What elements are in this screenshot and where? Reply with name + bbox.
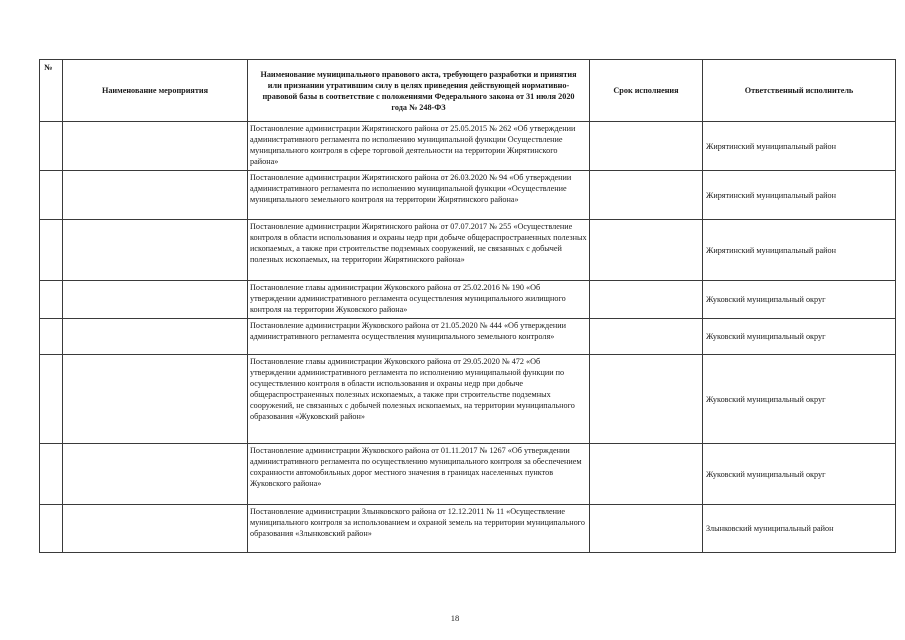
row-number-cell xyxy=(40,505,63,553)
row-responsible-cell: Жуковский муниципальный округ xyxy=(703,319,896,355)
page-number: 18 xyxy=(450,613,460,623)
header-event: Наименование мероприятия xyxy=(63,60,248,122)
measures-table xyxy=(39,59,896,553)
row-act-cell: Постановление администрации Жирятинского района от 25.05.2015 № 262 «Об утверждении административного регламента по исполнению муниципальной функции Осуществление муниципального контроля в сфере торговой деятельности на территории Жирятинского района» xyxy=(248,122,590,171)
row-number-cell xyxy=(40,319,63,355)
row-act-cell: Постановление главы администрации Жуковского района от 25.02.2016 № 190 «Об утверждении административного регламента осуществления муниципального жилищного контроля на территории Жуковского района» xyxy=(248,281,590,319)
row-act-cell: Постановление администрации Жуковского района от 01.11.2017 № 1267 «Об утверждении административного регламента по осуществлению муниципального контроля за обеспечением сохранности автомобильных дорог местного значения в границах населенных пунктов Жуковского района» xyxy=(248,444,590,505)
row-number-cell xyxy=(40,171,63,220)
header-act: Наименование муниципального правового акта, требующего разработки и принятия или признании утратившим силу в целях приведения действующей нормативно-правовой базы в соответствие с положениями Федерального закона от 31 июля 2020 года № 248-ФЗ xyxy=(248,60,590,122)
row-term-cell xyxy=(590,355,703,444)
row-event-cell xyxy=(63,281,248,319)
row-number-cell xyxy=(40,281,63,319)
row-act-cell: Постановление главы администрации Жуковского района от 29.05.2020 № 472 «Об утверждении административного регламента по исполнению муниципальной функции по осуществлению контроля в области использования и охраны недр при добыче общераспространенных полезных ископаемых, а также при строительстве подземных сооружений, не связанных с добычей полезных ископаемых, на территории муниципального образования «Жуковский район» xyxy=(248,355,590,444)
row-responsible-cell: Жуковский муниципальный округ xyxy=(703,444,896,505)
row-term-cell xyxy=(590,505,703,553)
row-term-cell xyxy=(590,281,703,319)
row-term-cell xyxy=(590,171,703,220)
row-event-cell xyxy=(63,220,248,281)
table-row xyxy=(40,355,896,444)
row-act-cell: Постановление администрации Злынковского района от 12.12.2011 № 11 «Осуществление муниципального контроля за использованием и охраной земель на территории муниципального образования «Злынковский район» xyxy=(248,505,590,553)
table-row xyxy=(40,220,896,281)
row-term-cell xyxy=(590,319,703,355)
row-act-cell: Постановление администрации Жирятинского района от 07.07.2017 № 255 «Осуществление контроля в области использования и охраны недр при добыче общераспространенных полезных ископаемых, а также при строительстве подземных сооружений, не связанных с добычей полезных ископаемых, на территории Жирятинского района» xyxy=(248,220,590,281)
table-row xyxy=(40,319,896,355)
row-responsible-cell: Жирятинский муниципальный район xyxy=(703,220,896,281)
row-term-cell xyxy=(590,220,703,281)
row-act-cell: Постановление администрации Жирятинского района от 26.03.2020 № 94 «Об утверждении административного регламента по исполнению муниципальной функции «Осуществление муниципального земельного контроля на территории Жирятинского района» xyxy=(248,171,590,220)
header-responsible: Ответственный исполнитель xyxy=(703,60,896,122)
header-term: Срок исполнения xyxy=(590,60,703,122)
table-row xyxy=(40,281,896,319)
table-header-row xyxy=(40,60,896,122)
row-event-cell xyxy=(63,444,248,505)
table-row xyxy=(40,171,896,220)
row-number-cell xyxy=(40,122,63,171)
row-event-cell xyxy=(63,355,248,444)
row-term-cell xyxy=(590,122,703,171)
row-term-cell xyxy=(590,444,703,505)
row-event-cell xyxy=(63,505,248,553)
row-responsible-cell: Жуковский муниципальный округ xyxy=(703,355,896,444)
row-responsible-cell: Злынковский муниципальный район xyxy=(703,505,896,553)
table-row xyxy=(40,505,896,553)
row-number-cell xyxy=(40,355,63,444)
row-number-cell xyxy=(40,220,63,281)
row-event-cell xyxy=(63,171,248,220)
row-event-cell xyxy=(63,319,248,355)
table-row xyxy=(40,122,896,171)
row-event-cell xyxy=(63,122,248,171)
table-row xyxy=(40,444,896,505)
row-responsible-cell: Жирятинский муниципальный район xyxy=(703,122,896,171)
row-responsible-cell: Жирятинский муниципальный район xyxy=(703,171,896,220)
row-number-cell xyxy=(40,444,63,505)
row-responsible-cell: Жуковский муниципальный округ xyxy=(703,281,896,319)
header-number: № xyxy=(40,60,63,122)
row-act-cell: Постановление администрации Жуковского района от 21.05.2020 № 444 «Об утверждении административного регламента осуществления муниципального земельного контроля» xyxy=(248,319,590,355)
